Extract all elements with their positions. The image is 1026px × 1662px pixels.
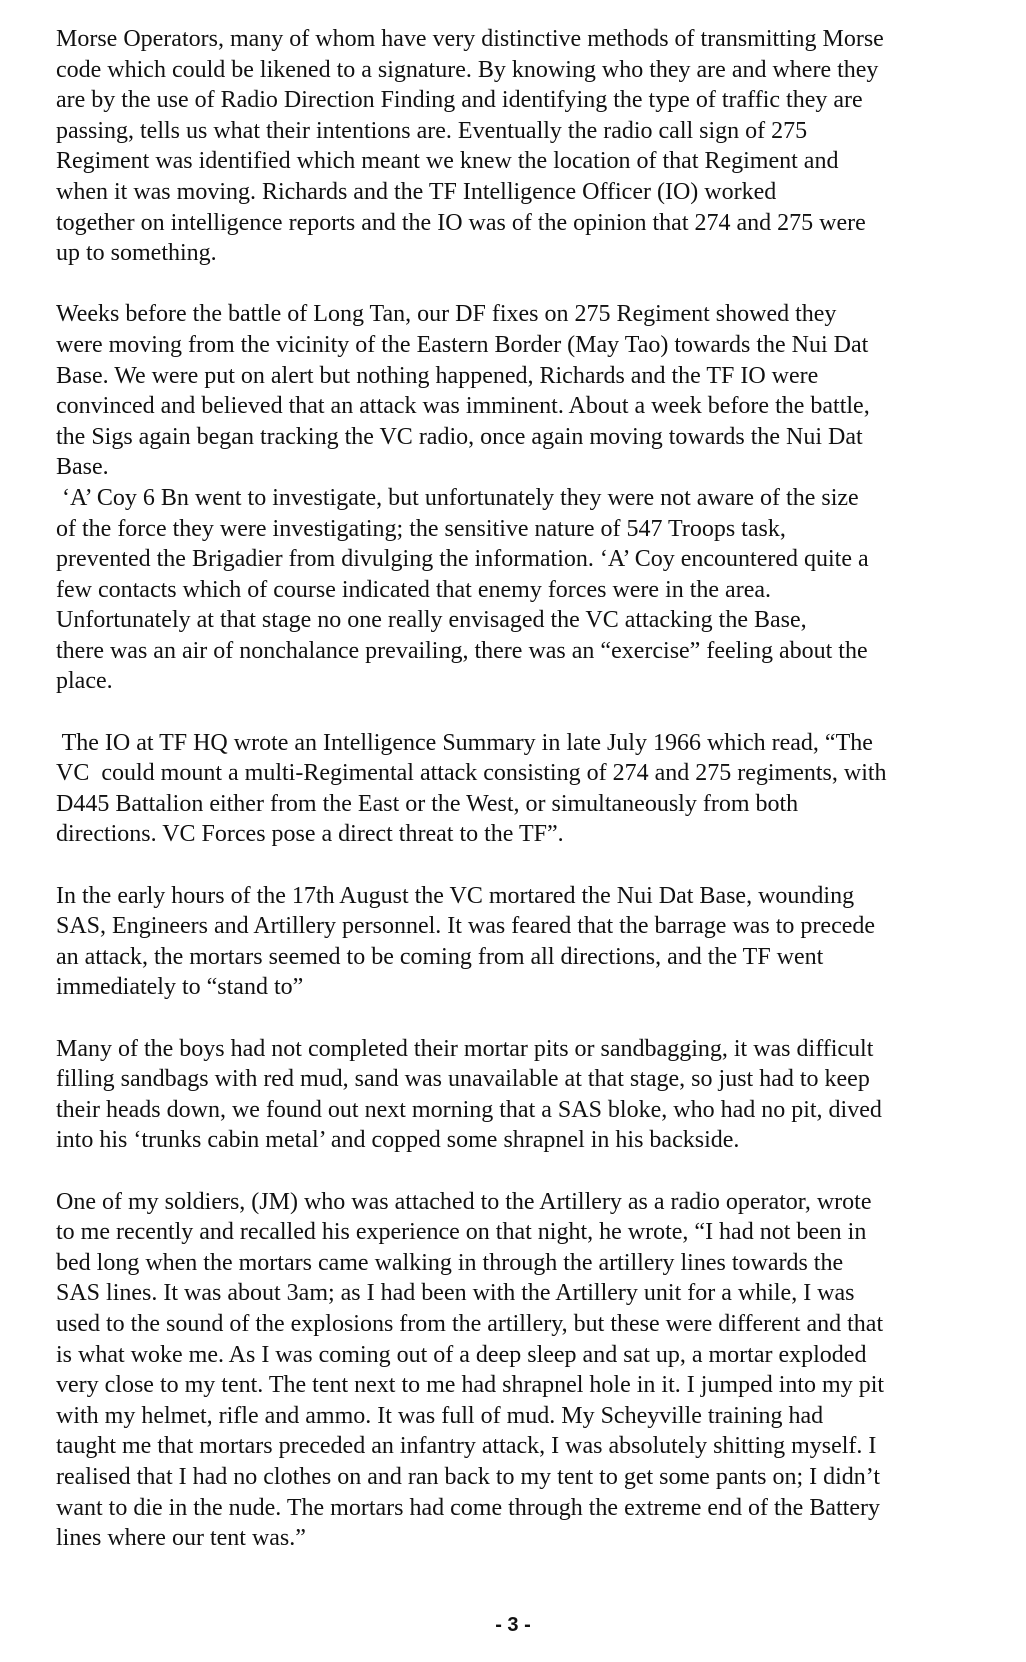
text-line: The IO at TF HQ wrote an Intelligence Summary in late July 1966 which read, “The [56, 729, 873, 756]
paragraph-4 [56, 881, 986, 1003]
text-line: their heads down, we found out next morning that a SAS bloke, who had no pit, dived [56, 1096, 882, 1123]
paragraph-spacer [56, 850, 986, 881]
text-line: few contacts which of course indicated that enemy forces were in the area. [56, 576, 772, 603]
text-line: there was an air of nonchalance prevailing, there was an “exercise” feeling about the [56, 637, 868, 664]
text-line: Regiment was identified which meant we knew the location of that Regiment and [56, 148, 839, 175]
text-line: code which could be likened to a signature. By knowing who they are and where they [56, 56, 879, 83]
text-line: filling sandbags with red mud, sand was unavailable at that stage, so just had to keep [56, 1066, 870, 1093]
text-line: the Sigs again began tracking the VC radio, once again moving towards the Nui Dat [56, 423, 863, 450]
text-line: immediately to “stand to” [56, 974, 304, 1001]
text-line: were moving from the vicinity of the Eastern Border (May Tao) towards the Nui Dat [56, 331, 869, 358]
text-line: directions. VC Forces pose a direct threat to the TF”. [56, 821, 564, 848]
text-line: of the force they were investigating; the sensitive nature of 547 Troops task, [56, 515, 786, 542]
text-line: when it was moving. Richards and the TF Intelligence Officer (IO) worked [56, 178, 777, 205]
text-line: ‘A’ Coy 6 Bn went to investigate, but unfortunately they were not aware of the size [56, 484, 859, 511]
text-line: D445 Battalion either from the East or the West, or simultaneously from both [56, 790, 799, 817]
text-line: realised that I had no clothes on and ran back to my tent to get some pants on; I didn’t [56, 1463, 881, 1490]
text-line: prevented the Brigadier from divulging the information. ‘A’ Coy encountered quite a [56, 546, 869, 573]
text-line: In the early hours of the 17th August the VC mortared the Nui Dat Base, wounding [56, 882, 855, 909]
paragraph-spacer [56, 697, 986, 728]
paragraph-6 [56, 1187, 986, 1554]
text-line: SAS lines. It was about 3am; as I had been with the Artillery unit for a while, I was [56, 1280, 855, 1307]
page-number: - 3 - [495, 1614, 531, 1636]
text-line: with my helmet, rifle and ammo. It was full of mud. My Scheyville training had [56, 1402, 824, 1429]
text-line: to me recently and recalled his experience on that night, he wrote, “I had not been in [56, 1219, 867, 1246]
paragraph-3 [56, 728, 986, 850]
text-line: bed long when the mortars came walking in through the artillery lines towards the [56, 1249, 844, 1276]
paragraph-2 [56, 299, 986, 697]
text-line: together on intelligence reports and the IO was of the opinion that 274 and 275 were [56, 209, 866, 236]
document-body [56, 24, 986, 1554]
text-line: passing, tells us what their intentions are. Eventually the radio call sign of 275 [56, 117, 808, 144]
text-line: Weeks before the battle of Long Tan, our DF fixes on 275 Regiment showed they [56, 301, 837, 328]
text-line: One of my soldiers, (JM) who was attached to the Artillery as a radio operator, wrote [56, 1188, 872, 1215]
text-line: place. [56, 668, 113, 695]
text-line: taught me that mortars preceded an infantry attack, I was absolutely shitting myself. I [56, 1433, 877, 1460]
text-line: into his ‘trunks cabin metal’ and copped some shrapnel in his backside. [56, 1127, 740, 1154]
text-line: convinced and believed that an attack was imminent. About a week before the battle, [56, 393, 870, 420]
text-line: Morse Operators, many of whom have very distinctive methods of transmitting Morse [56, 26, 884, 52]
paragraph-spacer [56, 1156, 986, 1187]
text-line: want to die in the nude. The mortars had come through the extreme end of the Battery [56, 1494, 880, 1521]
text-line: VC could mount a multi-Regimental attack consisting of 274 and 275 regiments, with [56, 760, 887, 787]
text-line: is what woke me. As I was coming out of a deep sleep and sat up, a mortar exploded [56, 1341, 867, 1368]
text-line: Base. [56, 454, 109, 481]
paragraph-1 [56, 24, 986, 269]
text-line: Many of the boys had not completed their mortar pits or sandbagging, it was difficult [56, 1035, 874, 1062]
text-line: lines where our tent was.” [56, 1525, 306, 1552]
text-line: very close to my tent. The tent next to me had shrapnel hole in it. I jumped into my pit [56, 1372, 885, 1399]
text-line: an attack, the mortars seemed to be coming from all directions, and the TF went [56, 943, 824, 970]
paragraph-spacer [56, 269, 986, 300]
text-line: Unfortunately at that stage no one really envisaged the VC attacking the Base, [56, 607, 807, 634]
text-line: are by the use of Radio Direction Finding and identifying the type of traffic they are [56, 87, 863, 114]
text-line: Base. We were put on alert but nothing happened, Richards and the TF IO were [56, 362, 819, 389]
text-line: SAS, Engineers and Artillery personnel. It was feared that the barrage was to precede [56, 913, 876, 940]
paragraph-5 [56, 1034, 986, 1156]
text-line: up to something. [56, 240, 217, 267]
paragraph-spacer [56, 1003, 986, 1034]
text-line: used to the sound of the explosions from the artillery, but these were different and that [56, 1310, 884, 1337]
